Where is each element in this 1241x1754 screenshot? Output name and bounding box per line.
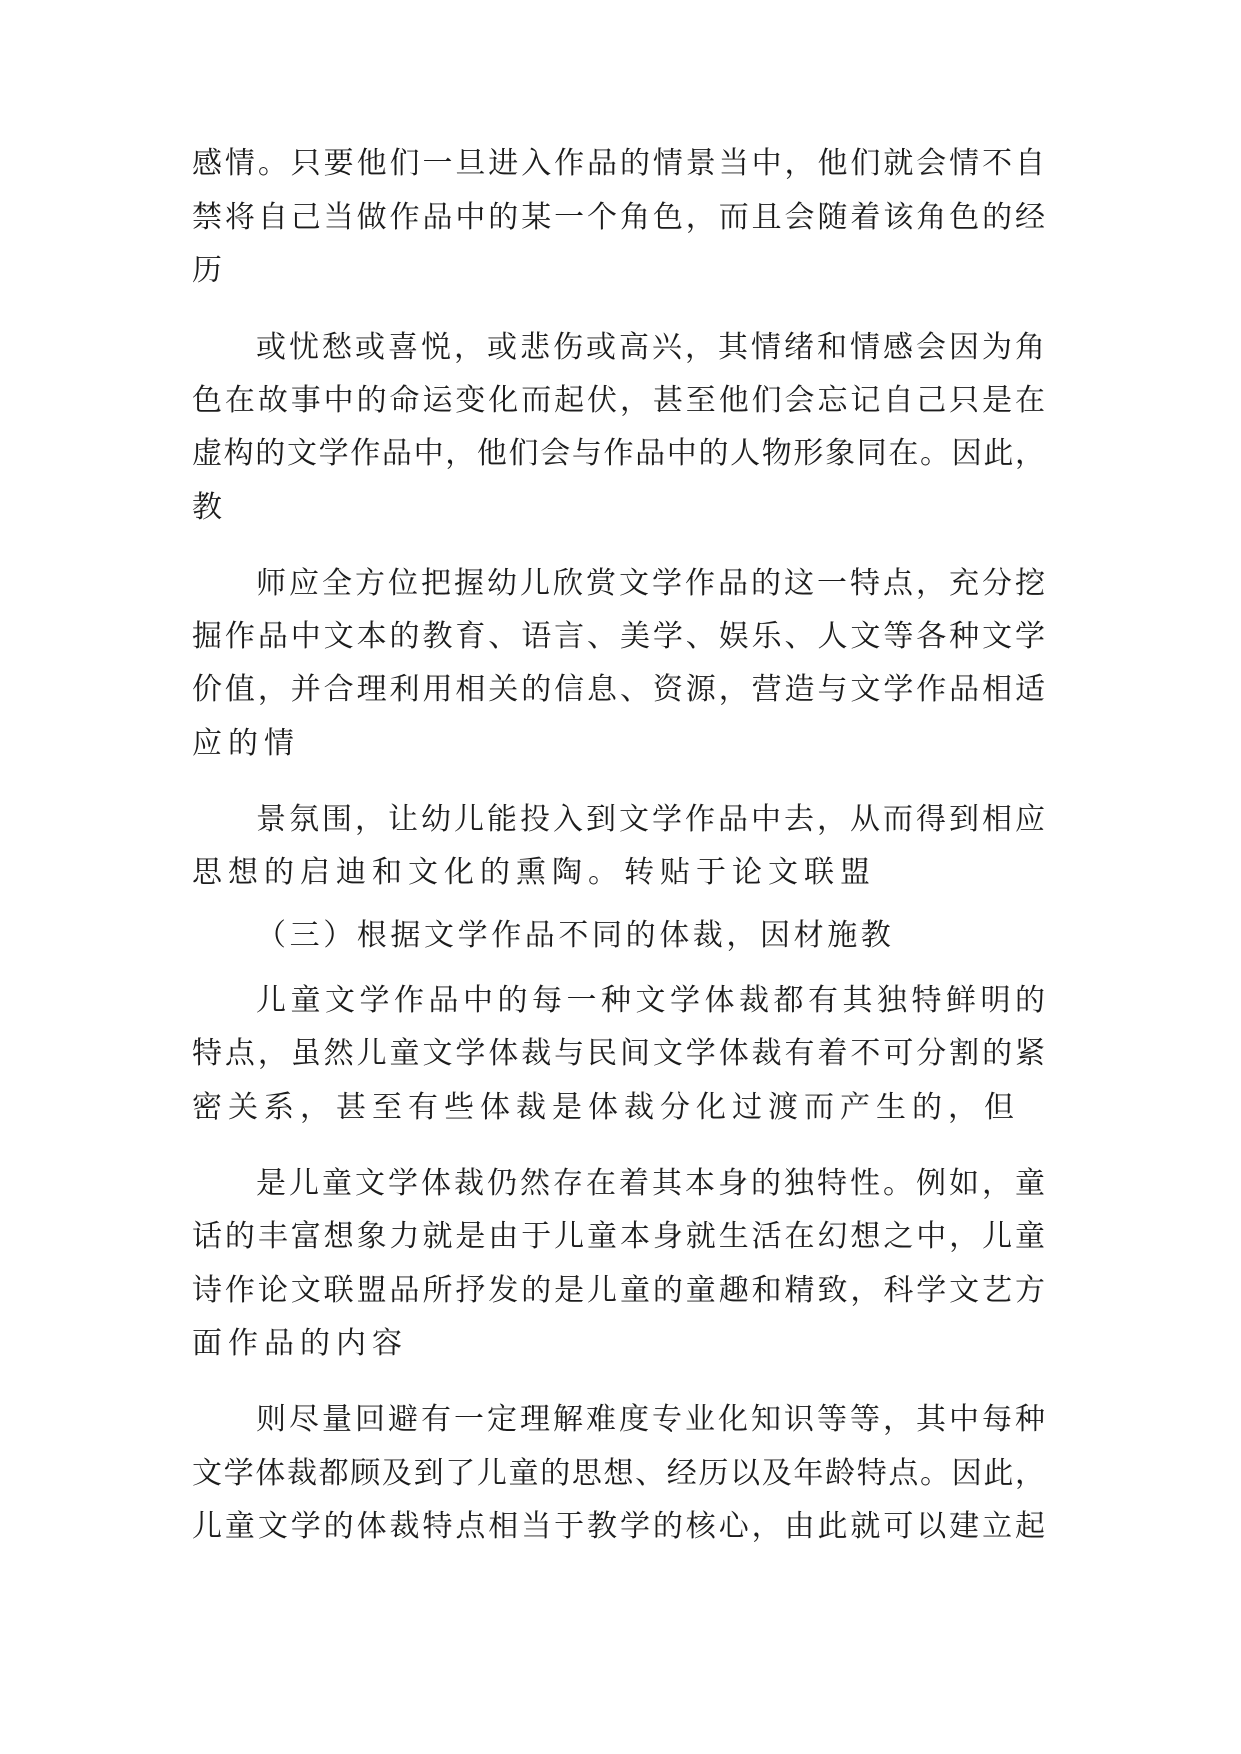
paragraph-first-line: 则尽量回避有一定理解难度专业化知识等等，其中每种	[256, 1402, 1045, 1437]
text-line: 教	[192, 490, 228, 525]
text-line: 儿童文学的体裁特点相当于教学的核心，由此就可以建立起	[192, 1509, 1045, 1544]
text-line: 密关系，甚至有些体裁是体裁分化过渡而产生的，但	[192, 1090, 1020, 1125]
text-line: 色在故事中的命运变化而起伏，甚至他们会忘记自己只是在	[192, 383, 1045, 418]
text-line: 虚构的文学作品中，他们会与作品中的人物形象同在。因此，	[192, 436, 1045, 471]
paragraph-first-line: 儿童文学作品中的每一种文学体裁都有其独特鲜明的	[256, 983, 1045, 1018]
text-line: 思想的启迪和文化的熏陶。转贴于论文联盟	[192, 855, 876, 890]
paragraph-first-line: 是儿童文学体裁仍然存在着其本身的独特性。例如，童	[256, 1166, 1045, 1201]
text-line: 文学体裁都顾及到了儿童的思想、经历以及年龄特点。因此，	[192, 1456, 1045, 1491]
text-line: 应的情	[192, 726, 300, 761]
text-line: 掘作品中文本的教育、语言、美学、娱乐、人文等各种文学	[192, 619, 1045, 654]
paragraph-first-line: 或忧愁或喜悦，或悲伤或高兴，其情绪和情感会因为角	[256, 330, 1045, 365]
paragraph-first-line: 景氛围，让幼儿能投入到文学作品中去，从而得到相应	[256, 802, 1045, 837]
text-line: 历	[192, 253, 228, 288]
section-heading: （三）根据文学作品不同的体裁，因材施教	[256, 918, 895, 953]
paragraph-first-line: 师应全方位把握幼儿欣赏文学作品的这一特点，充分挖	[256, 566, 1045, 601]
text-line: 禁将自己当做作品中的某一个角色，而且会随着该角色的经	[192, 200, 1045, 235]
text-line: 面作品的内容	[192, 1326, 408, 1361]
text-line: 感情。只要他们一旦进入作品的情景当中，他们就会情不自	[192, 146, 1045, 181]
text-line: 特点，虽然儿童文学体裁与民间文学体裁有着不可分割的紧	[192, 1036, 1045, 1071]
text-line: 诗作论文联盟品所抒发的是儿童的童趣和精致，科学文艺方	[192, 1273, 1045, 1308]
text-line: 价值，并合理利用相关的信息、资源，营造与文学作品相适	[192, 672, 1045, 707]
text-line: 话的丰富想象力就是由于儿童本身就生活在幻想之中，儿童	[192, 1219, 1045, 1254]
